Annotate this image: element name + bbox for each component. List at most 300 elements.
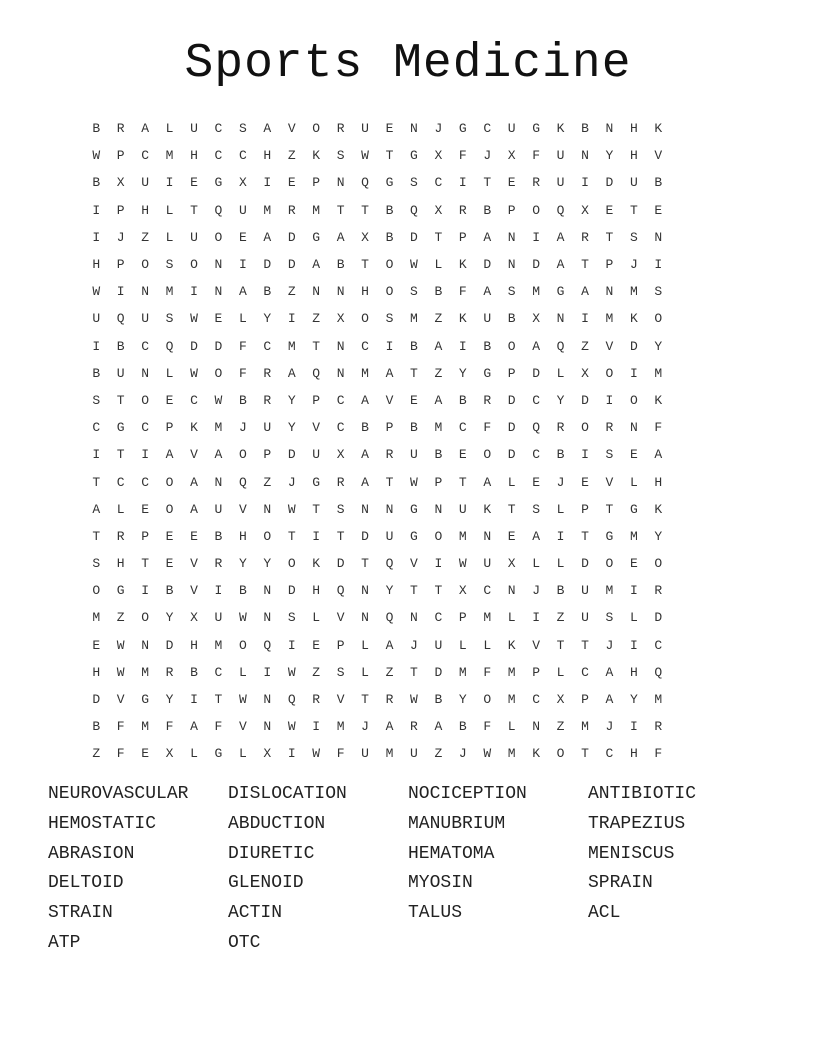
grid-letter: J [287,474,296,490]
grid-letter: S [336,148,345,164]
grid-letter: I [629,583,638,599]
grid-letter: B [556,583,565,599]
grid-letter: X [532,311,540,327]
grid-letter: F [116,719,125,735]
grid-letter: Z [581,338,589,354]
grid-letter: C [532,447,540,463]
grid-letter: P [165,420,174,436]
grid-letter: P [312,392,321,408]
grid-letter: P [458,229,467,245]
grid-letter: N [312,284,321,300]
grid-letter: S [605,610,614,626]
grid-letter: R [532,175,540,191]
grid-letter: N [483,528,492,544]
grid-letter: X [434,148,443,164]
grid-letter: D [532,257,540,273]
grid-letter: W [410,257,418,273]
grid-letter: Q [287,692,296,708]
grid-letter: T [434,229,443,245]
grid-row [84,632,744,659]
grid-letter: E [629,556,638,572]
grid-letter: O [141,392,149,408]
grid-letter: I [190,284,198,300]
word-list-item: ANTIBIOTIC [588,784,697,804]
grid-letter: I [141,583,149,599]
grid-letter: O [629,392,638,408]
grid-letter: A [190,501,198,517]
grid-letter: T [483,175,492,191]
page-title: Sports Medicine [184,37,632,91]
grid-letter: V [190,583,198,599]
grid-letter: Q [385,556,394,572]
grid-letter: U [141,311,149,327]
grid-letter: R [214,556,223,572]
grid-letter: M [410,311,418,327]
grid-letter: U [581,610,589,626]
grid-letter: R [581,229,589,245]
grid-letter: X [336,447,345,463]
grid-letter: W [116,664,125,680]
grid-letter: N [410,121,418,137]
grid-letter: N [214,257,223,273]
grid-letter: N [361,501,369,517]
grid-row [84,713,744,740]
grid-letter: O [214,229,223,245]
grid-letter: B [238,583,247,599]
grid-letter: V [116,692,125,708]
grid-letter: C [214,664,223,680]
grid-letter: E [654,202,663,218]
grid-letter: R [605,420,614,436]
grid-letter: L [238,311,247,327]
grid-letter: I [556,528,565,544]
grid-letter: L [507,719,516,735]
grid-row [84,577,744,604]
grid-letter: L [629,474,638,490]
grid-letter: A [434,392,443,408]
grid-letter: C [141,338,149,354]
grid-letter: M [629,284,638,300]
grid-letter: B [190,664,198,680]
grid-letter: G [629,501,638,517]
grid-letter: O [385,284,394,300]
grid-letter: N [263,692,272,708]
grid-row [84,224,744,251]
word-list-item: GLENOID [228,873,304,894]
grid-letter: N [336,365,345,381]
grid-letter: J [238,420,247,436]
grid-letter: W [410,692,418,708]
grid-letter: N [141,365,149,381]
grid-letter: F [214,719,223,735]
grid-letter: A [434,338,443,354]
grid-letter: I [605,392,614,408]
grid-letter: E [190,528,198,544]
grid-letter: F [532,148,540,164]
grid-letter: R [336,474,345,490]
grid-letter: J [410,637,418,653]
word-list-item: HEMOSTATIC [48,813,157,834]
grid-letter: H [629,746,638,762]
grid-letter: O [165,501,174,517]
grid-letter: V [410,556,418,572]
grid-row [84,169,744,196]
grid-letter: L [238,664,247,680]
grid-letter: I [263,664,272,680]
grid-letter: O [434,528,443,544]
grid-letter: A [336,229,345,245]
grid-row [84,197,744,224]
grid-row [84,604,744,631]
grid-letter: K [654,121,663,137]
grid-letter: M [214,420,223,436]
grid-letter: J [605,637,614,653]
grid-letter: E [165,528,174,544]
grid-letter: D [507,392,516,408]
grid-letter: I [92,338,101,354]
grid-letter: W [410,474,418,490]
grid-letter: H [116,556,125,572]
grid-letter: B [434,692,443,708]
grid-letter: Q [410,202,418,218]
grid-letter: E [532,474,540,490]
grid-letter: S [532,501,540,517]
grid-letter: Y [165,610,174,626]
grid-letter: C [434,610,443,626]
grid-letter: R [458,202,467,218]
grid-letter: M [361,365,369,381]
grid-letter: Z [263,474,272,490]
grid-letter: X [165,746,174,762]
grid-letter: W [287,501,296,517]
grid-letter: B [92,175,101,191]
grid-letter: C [190,392,198,408]
grid-letter: E [507,528,516,544]
grid-letter: M [312,202,321,218]
grid-letter: I [287,637,296,653]
grid-letter: T [410,365,418,381]
grid-letter: S [165,257,174,273]
grid-letter: A [263,121,272,137]
word-list-item: NOCICEPTION [408,784,527,804]
grid-letter: Y [605,148,614,164]
grid-letter: C [336,420,345,436]
grid-letter: I [581,311,589,327]
grid-letter: M [165,148,174,164]
grid-letter: T [336,202,345,218]
grid-letter: J [434,121,443,137]
grid-letter: F [165,719,174,735]
grid-letter: N [385,501,394,517]
grid-letter: A [263,229,272,245]
grid-letter: U [385,528,394,544]
grid-letter: C [434,175,443,191]
grid-row [84,333,744,360]
grid-letter: L [556,664,565,680]
grid-letter: K [312,148,321,164]
grid-letter: V [287,121,296,137]
grid-letter: T [141,556,149,572]
grid-letter: W [287,719,296,735]
grid-letter: T [605,501,614,517]
grid-row [84,360,744,387]
grid-letter: P [581,692,589,708]
grid-letter: N [361,610,369,626]
grid-letter: R [654,583,663,599]
grid-letter: V [238,501,247,517]
grid-letter: M [458,664,467,680]
grid-letter: I [92,202,101,218]
grid-letter: D [165,637,174,653]
grid-letter: I [385,338,394,354]
grid-letter: C [141,420,149,436]
grid-letter: L [165,121,174,137]
grid-letter: L [556,365,565,381]
grid-letter: L [507,610,516,626]
grid-letter: W [238,692,247,708]
grid-letter: L [116,501,125,517]
grid-letter: X [238,175,247,191]
grid-letter: Y [263,311,272,327]
grid-letter: I [581,447,589,463]
grid-letter: A [238,284,247,300]
grid-letter: X [581,202,589,218]
grid-letter: T [214,692,223,708]
grid-letter: X [507,556,516,572]
grid-letter: J [556,474,565,490]
grid-row [84,305,744,332]
grid-letter: U [434,637,443,653]
word-list-item: MENISCUS [588,843,675,864]
grid-letter: D [507,447,516,463]
grid-letter: G [214,175,223,191]
grid-letter: G [605,528,614,544]
word-list-item: ABDUCTION [228,813,326,834]
grid-letter: L [238,746,247,762]
grid-letter: D [507,420,516,436]
grid-letter: O [238,637,247,653]
grid-letter: L [165,365,174,381]
grid-letter: E [92,637,101,653]
grid-letter: G [141,692,149,708]
grid-letter: C [654,637,663,653]
grid-letter: F [654,420,663,436]
grid-letter: I [238,257,247,273]
grid-letter: E [214,311,223,327]
grid-letter: A [385,637,394,653]
grid-letter: Q [654,664,663,680]
grid-letter: C [361,338,369,354]
grid-letter: A [385,365,394,381]
grid-letter: M [92,610,101,626]
grid-letter: C [238,148,247,164]
grid-letter: D [336,556,345,572]
grid-letter: A [605,664,614,680]
grid-row [84,523,744,550]
grid-letter: C [336,392,345,408]
grid-letter: C [214,121,223,137]
grid-letter: O [605,365,614,381]
grid-letter: N [214,284,223,300]
grid-letter: D [214,338,223,354]
grid-letter: W [214,392,223,408]
grid-letter: J [116,229,125,245]
grid-letter: B [336,257,345,273]
grid-letter: Z [434,746,443,762]
grid-letter: N [629,420,638,436]
grid-letter: B [483,338,492,354]
grid-letter: C [581,664,589,680]
grid-letter: B [263,284,272,300]
grid-letter: Q [312,365,321,381]
grid-letter: S [92,392,101,408]
grid-letter: Z [287,284,296,300]
grid-letter: N [434,501,443,517]
grid-letter: C [483,583,492,599]
grid-letter: L [434,257,443,273]
grid-letter: N [214,474,223,490]
grid-letter: J [605,719,614,735]
grid-letter: X [116,175,125,191]
grid-letter: M [654,692,663,708]
grid-letter: G [410,501,418,517]
grid-letter: R [483,392,492,408]
grid-letter: O [605,556,614,572]
grid-letter: T [116,447,125,463]
grid-letter: M [654,365,663,381]
grid-letter: G [312,229,321,245]
grid-letter: I [287,311,296,327]
grid-letter: M [141,719,149,735]
grid-letter: L [165,229,174,245]
word-list-item: HEMATOMA [408,843,495,864]
grid-letter: I [141,447,149,463]
grid-letter: Q [556,338,565,354]
grid-letter: O [483,447,492,463]
word-list-item: DELTOID [48,873,124,894]
grid-letter: N [336,338,345,354]
grid-letter: I [263,175,272,191]
grid-letter: N [336,175,345,191]
grid-letter: K [458,257,467,273]
grid-letter: U [629,175,638,191]
word-list [48,782,788,961]
grid-letter: T [92,528,101,544]
grid-letter: I [165,175,174,191]
grid-letter: L [458,637,467,653]
grid-letter: E [410,392,418,408]
grid-letter: S [92,556,101,572]
grid-letter: T [287,528,296,544]
grid-letter: P [385,420,394,436]
grid-letter: W [116,637,125,653]
grid-row [84,278,744,305]
grid-letter: N [263,610,272,626]
grid-letter: H [629,664,638,680]
grid-letter: C [263,338,272,354]
grid-letter: T [556,637,565,653]
grid-letter: B [238,392,247,408]
grid-letter: X [458,583,467,599]
grid-letter: N [507,583,516,599]
grid-letter: Z [141,229,149,245]
grid-letter: F [483,664,492,680]
grid-letter: Z [556,719,565,735]
grid-letter: P [507,202,516,218]
grid-letter: A [312,257,321,273]
grid-letter: N [507,229,516,245]
grid-letter: I [92,447,101,463]
grid-letter: O [654,311,663,327]
grid-letter: F [238,338,247,354]
grid-letter: F [238,365,247,381]
grid-letter: Q [532,420,540,436]
grid-letter: A [361,447,369,463]
grid-letter: S [629,229,638,245]
grid-letter: L [483,637,492,653]
grid-letter: B [92,719,101,735]
grid-letter: T [581,528,589,544]
grid-letter: T [361,257,369,273]
grid-letter: Y [165,692,174,708]
grid-letter: H [190,148,198,164]
grid-letter: D [410,229,418,245]
grid-letter: T [629,202,638,218]
grid-letter: R [385,447,394,463]
grid-letter: O [507,338,516,354]
grid-letter: X [263,746,272,762]
word-list-item: NEUROVASCULAR [48,784,189,804]
grid-letter: R [385,692,394,708]
grid-letter: Y [287,392,296,408]
grid-letter: W [361,148,369,164]
grid-letter: K [483,501,492,517]
grid-letter: V [605,338,614,354]
grid-letter: O [654,556,663,572]
grid-letter: B [92,365,101,381]
grid-row [84,468,744,495]
grid-letter: A [581,284,589,300]
grid-letter: F [116,746,125,762]
grid-letter: T [312,338,321,354]
grid-letter: F [483,719,492,735]
grid-letter: P [507,365,516,381]
grid-letter: D [263,257,272,273]
grid-letter: C [214,148,223,164]
grid-letter: D [287,447,296,463]
grid-letter: U [581,583,589,599]
grid-letter: K [190,420,198,436]
grid-letter: L [556,556,565,572]
grid-letter: M [507,746,516,762]
grid-letter: R [336,121,345,137]
grid-letter: A [141,121,149,137]
grid-letter: A [165,447,174,463]
grid-letter: O [581,420,589,436]
grid-letter: W [92,284,101,300]
grid-letter: B [361,420,369,436]
grid-letter: E [141,501,149,517]
grid-letter: U [238,202,247,218]
grid-letter: H [141,202,149,218]
grid-letter: E [165,392,174,408]
grid-letter: V [385,392,394,408]
grid-letter: W [287,664,296,680]
grid-letter: H [629,148,638,164]
grid-letter: T [312,501,321,517]
grid-row [84,414,744,441]
grid-letter: B [410,338,418,354]
